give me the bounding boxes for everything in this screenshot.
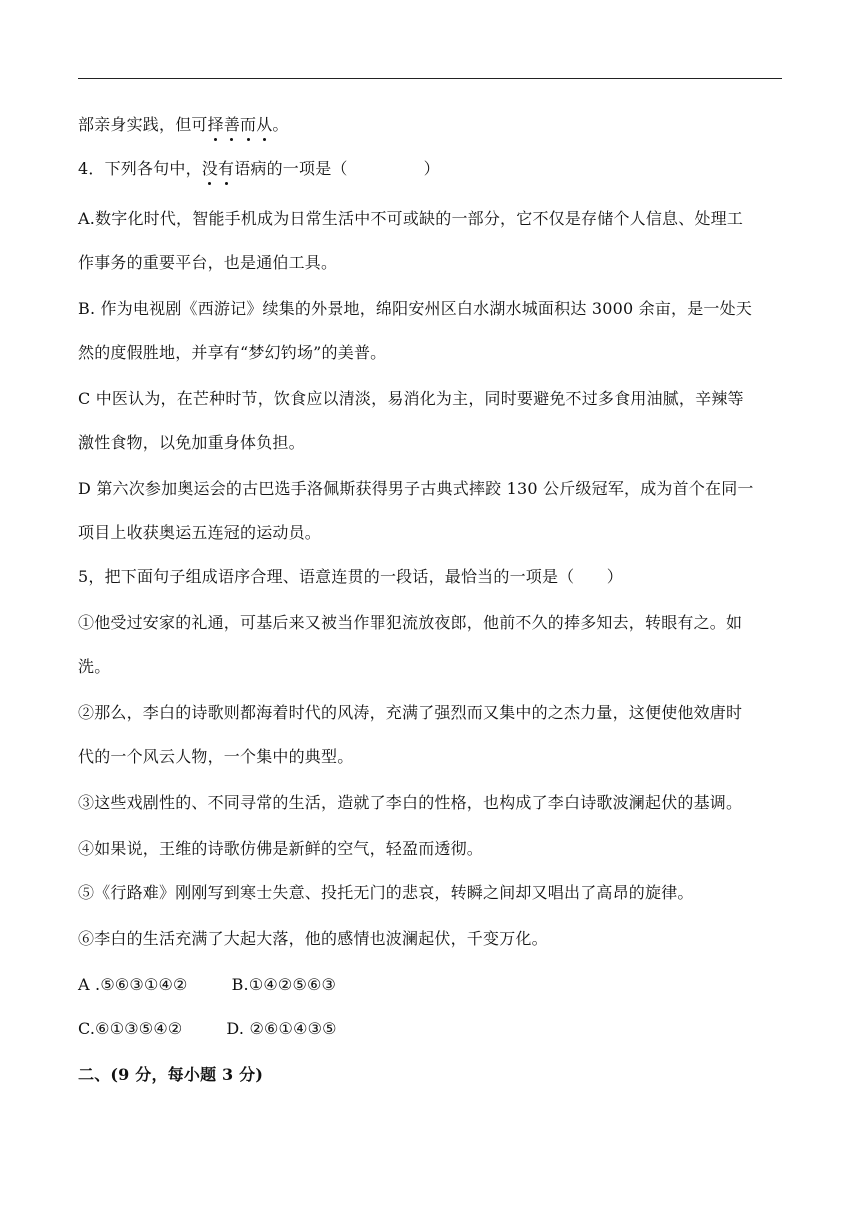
text-segment: 。 [272,115,289,134]
sentence-2-line-2: 代的一个风云人物，一个集中的典型。 [78,747,354,766]
sentence-2-line-1: ②那么，李白的诗歌则都海着时代的风涛，充满了强烈而又集中的之杰力量，这便使他效唐时 [78,703,743,722]
option-d: D. ②⑥①④③⑤ [226,1019,337,1038]
option-b-line-2: 然的度假胜地，并享有“梦幻钓场”的美普。 [78,343,387,362]
option-d-line-2: 项目上收获奥运五连冠的运动员。 [78,523,322,542]
option-a: A .⑤⑥③①④② [78,975,188,994]
option-c-line-2: 激性食物，以免加重身体负担。 [78,433,305,452]
text-segment: 部亲身实践，但可 [78,115,208,134]
sentence-5: ⑤《行路难》刚刚写到寒士失意、投托无门的悲哀，转瞬之间却又唱出了高昂的旋律。 [78,883,694,902]
option-c-line-1: C 中医认为，在芒种时节，饮食应以清淡，易消化为主，同时要避免不过多食用油腻，辛辣等 [78,389,744,408]
options-row-1 [78,974,336,996]
option-d-line-1: D 第六次参加奥运会的古巴选手洛佩斯获得男子古典式摔跤 130 公斤级冠军，成为首个在同一 [78,479,754,498]
text-line [78,114,289,136]
option-b-line-1: B. 作为电视剧《西游记》续集的外景地，绵阳安州区白水湖水城面积达 3000 余亩，是一处天 [78,299,753,318]
option-a-line-1: A.数字化时代，智能手机成为日常生活中不可或缺的一部分，它不仅是存储个人信息、处理工 [78,209,744,228]
sentence-6: ⑥李白的生活充满了大起大落，他的感情也波澜起伏，千变万化。 [78,929,548,948]
text-segment: ） [423,159,440,178]
header-rule [78,78,782,79]
emphasis-char: 有 [217,159,235,178]
emphasis-char: 而 [240,115,257,134]
sentence-1-line-2: 洗。 [78,657,111,676]
emphasis-char: 择 [207,115,224,134]
question-5-stem: 5，把下面句子组成语序合理、语意连贯的一段话，最恰当的一项是（ ） [78,567,623,586]
sentence-3: ③这些戏剧性的、不同寻常的生活，造就了李白的性格，也构成了李白诗歌波澜起伏的基调。 [78,793,743,812]
emphasis-char: 从 [256,115,273,134]
sentence-1-line-1: ①他受过安家的礼通，可基后来又被当作罪犯流放夜郎，他前不久的捧多知去，转眼有之。如 [78,613,743,632]
emphasis-char: 没 [201,159,218,178]
options-row-2 [78,1018,337,1040]
option-c: C.⑥①③⑤④② [78,1019,183,1038]
emphasis-char: 善 [223,115,241,134]
section-2-heading: 二、(9 分，每小题 3 分) [78,1065,264,1084]
option-a-line-2: 作事务的重要平台，也是通伯工具。 [78,253,338,272]
question-4-stem [78,158,440,180]
text-segment: 语病的一项是（ [234,159,348,178]
option-b: B.①④②⑤⑥③ [231,975,337,994]
sentence-4: ④如果说，王维的诗歌仿佛是新鲜的空气，轻盈而透彻。 [78,839,484,858]
text-segment: 4．下列各句中， [78,159,202,178]
